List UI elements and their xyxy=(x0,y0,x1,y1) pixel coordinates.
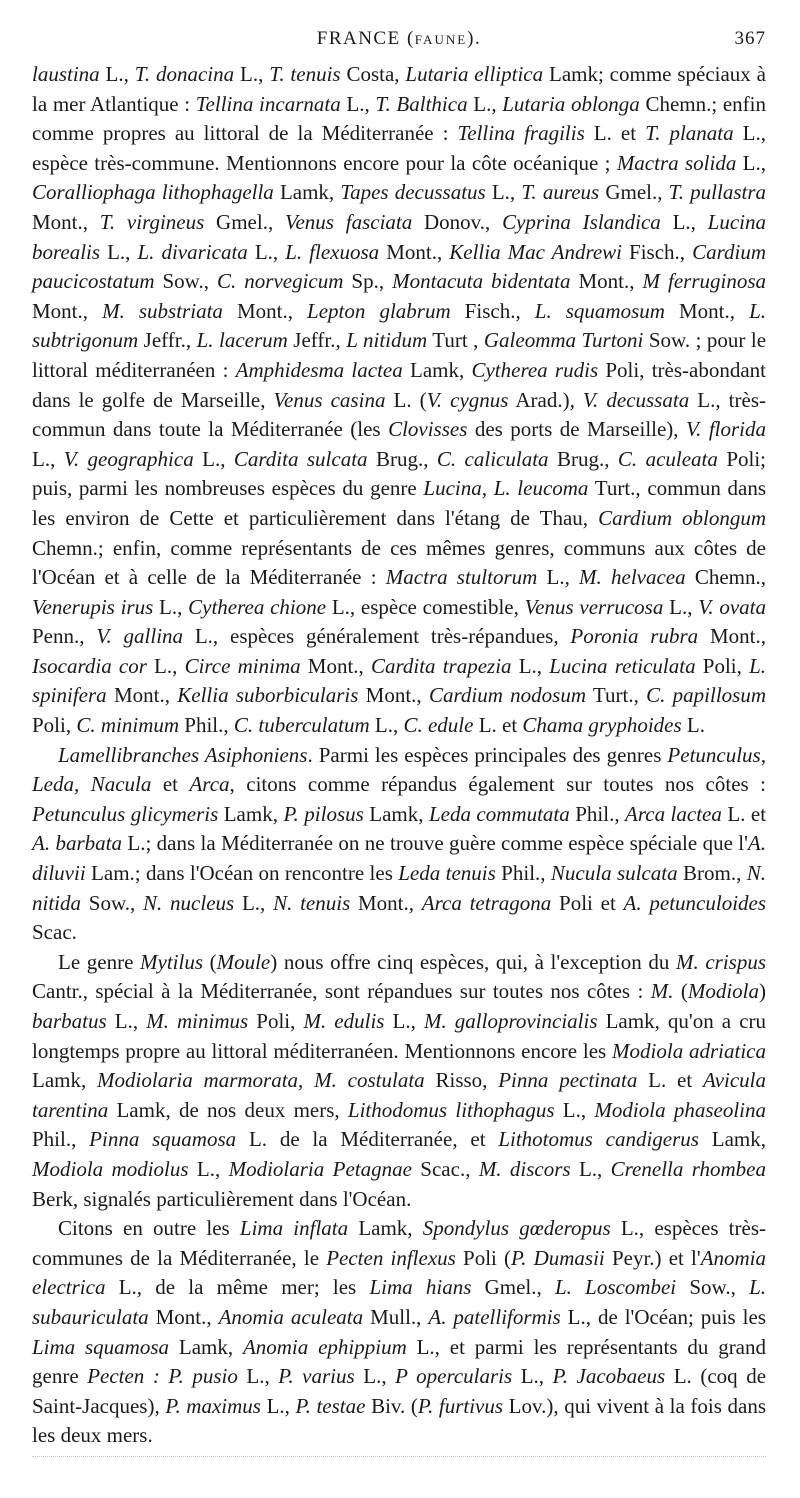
body-text xyxy=(32,60,766,1451)
species-name: Lepton glabrum xyxy=(307,298,451,323)
species-name: Crenella rhombea xyxy=(610,1156,767,1181)
species-name: Cardita sulcata xyxy=(233,446,368,471)
species-name: Coralliophaga lithophagella xyxy=(32,180,274,205)
species-name: Lucina reticulata xyxy=(549,653,696,678)
species-name: Lima squamosa xyxy=(32,1334,170,1359)
species-name: Mytilus xyxy=(140,949,203,974)
text-run: Poli; puis, parmi les nombreuses espèces du genre xyxy=(32,446,766,501)
species-name: Anomia aculeata xyxy=(218,1304,364,1329)
species-name: C. papillosum xyxy=(646,683,766,708)
species-name: N. tenuis xyxy=(273,890,351,915)
text-run: Sow. ; pour le littoral méditerranéen : xyxy=(32,328,767,382)
text-run: Le genre xyxy=(58,949,140,974)
text-run: L., xyxy=(193,446,234,471)
species-name: Mactra solida xyxy=(616,150,737,175)
species-name: Cardium oblongum xyxy=(598,505,767,530)
species-name: P. maximus xyxy=(165,1393,261,1418)
species-name: Pinna pectinata xyxy=(498,1068,638,1093)
species-name: M ferruginosa xyxy=(642,269,766,294)
species-name: Circe minima xyxy=(184,653,301,678)
text-run: L., xyxy=(146,653,185,678)
species-name: P. pilosus xyxy=(283,801,364,826)
text-run: L., et parmi les représentants du grand genre xyxy=(32,1334,767,1389)
species-name: L. Loscombei xyxy=(554,1275,677,1300)
species-name: L. flexuosa xyxy=(285,239,380,264)
text-run: Turt., xyxy=(586,683,647,708)
species-name: Tapes decussatus xyxy=(340,180,486,205)
species-name: Cytherea chione xyxy=(188,594,327,619)
text-run: L., très-commun dans toute la Méditerranée (les xyxy=(32,387,766,442)
title-close: ). xyxy=(467,28,482,49)
species-name: A. petunculoides xyxy=(623,890,767,915)
text-run: Mont., xyxy=(106,683,178,708)
text-run: ( xyxy=(203,949,217,974)
text-run: Mont., xyxy=(698,624,766,649)
species-name: V. geographica xyxy=(63,446,194,471)
text-run: des ports de Marseille), xyxy=(467,417,686,442)
text-run: Jeffr., xyxy=(138,328,197,353)
text-run: Phil., xyxy=(495,861,551,886)
title-main: FRANCE ( xyxy=(316,28,415,49)
species-name: C. caliculata xyxy=(436,446,549,471)
text-run: L., xyxy=(537,565,580,590)
species-name: M. substriata xyxy=(102,298,223,323)
text-run: Lam.; dans l'Océan on rencontre les xyxy=(85,861,399,886)
text-run: Lamk, qu'on a cru longtemps propre au littoral méditerranéen. Mentionnons encore les xyxy=(32,1009,767,1063)
species-name: Chama gryphoides xyxy=(522,713,682,738)
species-name: P opercularis xyxy=(395,1364,513,1389)
text-run: L., xyxy=(32,446,64,471)
running-head xyxy=(32,22,766,60)
species-name: Cytherea rudis xyxy=(471,357,599,382)
text-run: Lamk, de nos deux mers, xyxy=(108,1097,348,1122)
species-name: Petunculus, Leda, Nacula xyxy=(32,742,766,797)
text-run: Mont., xyxy=(570,269,643,294)
text-run: Biv. ( xyxy=(365,1393,418,1418)
text-run: , xyxy=(481,476,494,501)
text-run: L. xyxy=(681,713,705,738)
species-name: V. florida xyxy=(686,417,766,442)
text-run: Phil., xyxy=(569,801,626,826)
text-run: L. et xyxy=(721,801,767,826)
text-run: Lamk; comme spéciaux à la mer Atlantique : xyxy=(32,62,766,116)
species-name: laustina xyxy=(32,62,100,86)
species-name: Arca xyxy=(189,772,230,797)
text-run: Brom., xyxy=(677,861,747,886)
text-run: L., de la même mer; les xyxy=(105,1275,370,1300)
species-name: A. patelliformis xyxy=(428,1304,561,1329)
text-run: L. et xyxy=(473,713,523,738)
species-name: A. barbata xyxy=(32,831,122,856)
species-name: C. tuberculatum xyxy=(233,713,370,738)
page-number: 367 xyxy=(734,28,766,49)
text-run: Brug., xyxy=(367,446,437,471)
text-run: L., xyxy=(260,1393,296,1418)
text-run: L., xyxy=(554,1097,595,1122)
species-name: T. Balthica xyxy=(375,91,468,116)
species-name: Kellia suborbicularis xyxy=(177,683,359,708)
species-name: T. pullastra xyxy=(668,180,767,205)
text-run: Gmel., xyxy=(204,209,285,234)
species-name: Venus fasciata xyxy=(284,209,413,234)
paragraph-3 xyxy=(32,948,766,1214)
text-run: Jeffr., xyxy=(287,328,347,353)
text-run: Fisch., xyxy=(450,298,535,323)
text-run: , citons comme répandus également sur toutes nos côtes : xyxy=(229,772,767,797)
text-run: Chemn., xyxy=(685,565,766,590)
species-name: Anomia electrica xyxy=(32,1245,767,1300)
species-name: Amphidesma lactea xyxy=(235,357,403,382)
text-run: L. et xyxy=(584,121,646,146)
species-name: Lima hians xyxy=(369,1275,472,1300)
text-run: Lamk, xyxy=(348,1216,423,1241)
species-name: Pecten inflexus xyxy=(326,1245,456,1270)
paragraph-2 xyxy=(32,741,766,948)
species-name: Petunculus glicymeris xyxy=(32,801,219,826)
species-name: L. subtrigonum xyxy=(32,298,767,353)
species-name: L. lacerum xyxy=(196,328,288,353)
text-run: ) xyxy=(759,979,767,1004)
species-name: Anomia ephippium xyxy=(242,1334,407,1359)
text-run: Mont., xyxy=(32,209,100,234)
species-name: P. testae xyxy=(295,1393,366,1418)
text-run: L., xyxy=(106,1009,147,1033)
species-name: Lutaria elliptica xyxy=(405,62,544,86)
title-small-caps: FAUNE xyxy=(414,32,468,47)
text-run: Lamk, xyxy=(218,801,284,826)
text-run: Poli, xyxy=(32,713,77,738)
text-run: Lov.), qui vivent à la fois dans les deux mers. xyxy=(32,1393,767,1448)
species-name: N. nucleus xyxy=(143,890,235,915)
text-run: Risso, xyxy=(424,1068,499,1093)
text-run: L., xyxy=(660,209,708,234)
species-name: Cardium paucicostatum xyxy=(32,239,766,294)
text-run: L., xyxy=(736,150,767,175)
text-run: ) nous offre cinq espèces, qui, à l'exception du xyxy=(270,949,676,974)
species-name: Poronia rubra xyxy=(570,624,699,649)
species-name: Isocardia cor xyxy=(32,653,147,678)
text-run: L. ( xyxy=(385,387,427,412)
species-name: M. discors xyxy=(478,1156,571,1181)
text-run: et xyxy=(151,772,190,797)
text-run: L., xyxy=(369,713,404,738)
text-run: L., xyxy=(188,1156,229,1181)
species-name: Cardium nodosum xyxy=(428,683,586,708)
text-run: Lamk, xyxy=(32,1068,98,1093)
text-run: Sow., xyxy=(81,890,144,915)
text-run: . Parmi les espèces principales des genres xyxy=(307,742,668,767)
species-name: Cardita trapezia xyxy=(370,653,512,678)
text-run: Penn., xyxy=(32,624,97,649)
species-name: Avicula tarentina xyxy=(32,1068,767,1122)
text-run: L., xyxy=(234,890,274,915)
species-name: Arca tetragona xyxy=(421,890,552,915)
text-run: L., xyxy=(663,594,699,619)
species-name: L. divaricata xyxy=(137,239,248,264)
text-run: Mont., xyxy=(148,1304,219,1329)
species-name: A. diluvii xyxy=(32,831,766,886)
paragraph-1 xyxy=(32,60,766,741)
species-name: Pinna squamosa xyxy=(89,1127,237,1152)
species-name: Modiola xyxy=(687,979,760,1004)
text-run: L., xyxy=(247,239,286,264)
text-run: Fisch., xyxy=(622,239,693,264)
text-run: L., de l'Océan; puis les xyxy=(560,1304,766,1329)
text-run: Lamk, xyxy=(273,180,341,205)
text-run: Poli et xyxy=(551,890,624,915)
text-run: Sow., xyxy=(154,269,217,294)
text-run: Mull., xyxy=(363,1304,429,1329)
text-run: Chemn.; enfin comme propres au littoral de la Méditerranée : xyxy=(32,91,767,146)
text-run: Lamk, xyxy=(698,1127,767,1152)
text-run: Gmel., xyxy=(471,1275,555,1300)
text-run: L., espèce comestible, xyxy=(326,594,525,619)
text-run: Lamk, xyxy=(363,801,429,826)
text-run: L., xyxy=(100,239,138,264)
text-run: L. et xyxy=(637,1068,704,1093)
text-run: L., espèces généralement très-répandues, xyxy=(183,624,571,649)
text-run: Donov., xyxy=(412,209,503,234)
text-run: Chemn.; enfin, comme représentants de ces mêmes genres, communs aux côtes de l'Océan et à celle de la Méditerranée : xyxy=(32,535,766,590)
species-name: Lithotomus candigerus xyxy=(498,1127,699,1152)
species-name: Modiola phaseolina xyxy=(594,1097,766,1122)
species-name: P. Dumasii xyxy=(511,1245,605,1270)
species-name: T. planata xyxy=(645,121,734,146)
text-run: L. (coq de Saint-Jacques), xyxy=(32,1364,767,1418)
species-name: Kellia Mac Andrewi xyxy=(449,239,622,264)
paragraph-4 xyxy=(32,1214,766,1451)
species-name: L. subauriculata xyxy=(32,1275,767,1329)
species-name: Lima inflata xyxy=(239,1216,349,1241)
text-run: ( xyxy=(673,979,688,1004)
text-run: Brug., xyxy=(548,446,618,471)
text-run: Sp., xyxy=(343,269,393,294)
species-name: M. crispus xyxy=(675,949,767,974)
species-name: Arca lactea xyxy=(625,801,722,826)
species-name: T. aureus xyxy=(521,180,600,205)
species-name: Venus verrucosa xyxy=(524,594,664,619)
species-name: C. aculeata xyxy=(617,446,718,471)
text-run: Berk, signalés particulièrement dans l'Océan. xyxy=(32,1186,412,1211)
species-name: Pecten : P. pusio xyxy=(87,1364,238,1389)
species-name: M. helvacea xyxy=(579,565,686,590)
species-name: T. tenuis xyxy=(269,62,341,86)
text-run: L., espèces très-communes de la Méditerranée, le xyxy=(32,1216,766,1270)
species-name: Tellina fragilis xyxy=(457,121,585,146)
species-name: L. spinifera xyxy=(32,653,766,708)
species-name: P. furtivus xyxy=(417,1393,504,1418)
text-run: L., xyxy=(99,62,135,86)
species-name: L. squamosum xyxy=(534,298,665,323)
text-run: Mont., xyxy=(664,298,750,323)
species-name: P. Jacobaeus xyxy=(552,1364,666,1389)
species-name: Moule xyxy=(216,949,271,974)
species-name: Tellina incarnata xyxy=(195,91,341,116)
text-run: L., xyxy=(153,594,189,619)
species-name: Modiola adriatica xyxy=(612,1038,766,1063)
text-run: L., xyxy=(570,1156,611,1181)
text-run: L.; dans la Méditerranée on ne trouve guère comme espèce spéciale que l' xyxy=(121,831,748,856)
species-name: N. nitida xyxy=(32,861,766,915)
species-name: M. minimus xyxy=(146,1009,249,1033)
species-name: Mactra stultorum xyxy=(385,565,538,590)
species-name: Lithodomus lithophagus xyxy=(347,1097,555,1122)
species-name: Lutaria oblonga xyxy=(502,91,640,116)
species-name: V. cygnus xyxy=(426,387,509,412)
text-run: Lamk, xyxy=(169,1334,243,1359)
text-run: Poli, très-abondant dans le golfe de Marseille, xyxy=(32,357,767,412)
species-name: Lucina borealis xyxy=(32,209,767,264)
species-name: P. varius xyxy=(278,1364,355,1389)
text-run: Citons en outre les xyxy=(58,1216,240,1241)
species-name: Spondylus gœderopus xyxy=(422,1216,611,1241)
text-run: Gmel., xyxy=(599,180,669,205)
text-run: L., xyxy=(237,1364,279,1389)
text-run: L., xyxy=(467,91,503,116)
species-name: C. norvegicum xyxy=(217,269,344,294)
text-run: Phil., xyxy=(32,1127,90,1152)
species-name: Lamellibranches Asiphoniens xyxy=(58,742,308,767)
species-name: M. edulis xyxy=(303,1009,385,1033)
species-name: M. costulata xyxy=(314,1068,425,1093)
text-run: , xyxy=(298,1068,315,1093)
text-run: Mont., xyxy=(358,683,429,708)
text-run: Poli, xyxy=(695,653,750,678)
species-name: Venus casina xyxy=(273,387,386,412)
text-run: L., xyxy=(384,1009,424,1033)
species-name: Nucula sulcata xyxy=(550,861,678,886)
species-name: Leda tenuis xyxy=(398,861,496,886)
text-run: Peyr.) et l' xyxy=(604,1245,701,1270)
species-name: M. xyxy=(650,979,674,1004)
text-run: L., xyxy=(485,180,522,205)
text-run: Mont., xyxy=(32,298,103,323)
text-run: Scac., xyxy=(411,1156,479,1181)
species-name: Modiolaria Petagnae xyxy=(228,1156,412,1181)
species-name: V. gallina xyxy=(96,624,184,649)
footer-marks xyxy=(32,1456,766,1471)
text-run: L., xyxy=(234,62,270,86)
text-run: Poli, xyxy=(248,1009,304,1033)
species-name: Modiolaria marmorata xyxy=(97,1068,299,1093)
text-run: L., espèce très-commune. Mentionnons encore pour la côte océanique ; xyxy=(32,121,766,175)
species-name: C. edule xyxy=(403,713,474,738)
text-run: Arad.), xyxy=(508,387,583,412)
text-run: Mont., xyxy=(222,298,308,323)
species-name: M. galloprovincialis xyxy=(423,1009,598,1033)
species-name: Montacuta bidentata xyxy=(392,269,571,294)
text-run: L. de la Méditerranée, et xyxy=(236,1127,499,1152)
species-name: T. virgineus xyxy=(99,209,205,234)
species-name: L. leucoma xyxy=(493,476,589,501)
text-run: Mont., xyxy=(379,239,450,264)
species-name: barbatus xyxy=(32,1009,107,1033)
species-name: Cyprina Islandica xyxy=(502,209,661,234)
species-name: V. decussata xyxy=(582,387,690,412)
text-run: Phil., xyxy=(179,713,234,738)
page xyxy=(0,22,800,1498)
text-run: Turt , xyxy=(427,328,484,353)
species-name: Galeomma Turtoni xyxy=(483,328,644,353)
text-run: L., xyxy=(354,1364,396,1389)
text-run: Mont., xyxy=(350,890,422,915)
species-name: Modiola modiolus xyxy=(32,1156,189,1181)
text-run: L., xyxy=(511,653,550,678)
text-run: Scac. xyxy=(32,920,77,945)
text-run: L., xyxy=(340,91,376,116)
text-run: Cantr., spécial à la Méditerranée, sont répandues sur toutes nos côtes : xyxy=(32,979,651,1004)
species-name: L nitidum xyxy=(346,328,428,353)
text-run: Poli ( xyxy=(455,1245,512,1270)
species-name: Clovisses xyxy=(388,417,468,442)
text-run: Turt., commun dans les environ de Cette et particulièrement dans l'étang de Thau, xyxy=(32,476,766,530)
text-run: L., xyxy=(512,1364,553,1389)
text-run: Sow., xyxy=(676,1275,750,1300)
text-run: Lamk, xyxy=(402,357,472,382)
species-name: C. minimum xyxy=(76,713,180,738)
text-run: Costa, xyxy=(340,62,406,86)
running-title xyxy=(32,28,766,50)
text-run: Mont., xyxy=(300,653,371,678)
species-name: Venerupis irus xyxy=(32,594,154,619)
species-name: Lucina xyxy=(423,476,482,501)
species-name: V. ovata xyxy=(698,594,767,619)
species-name: T. donacina xyxy=(134,62,235,86)
species-name: Leda commutata xyxy=(428,801,570,826)
